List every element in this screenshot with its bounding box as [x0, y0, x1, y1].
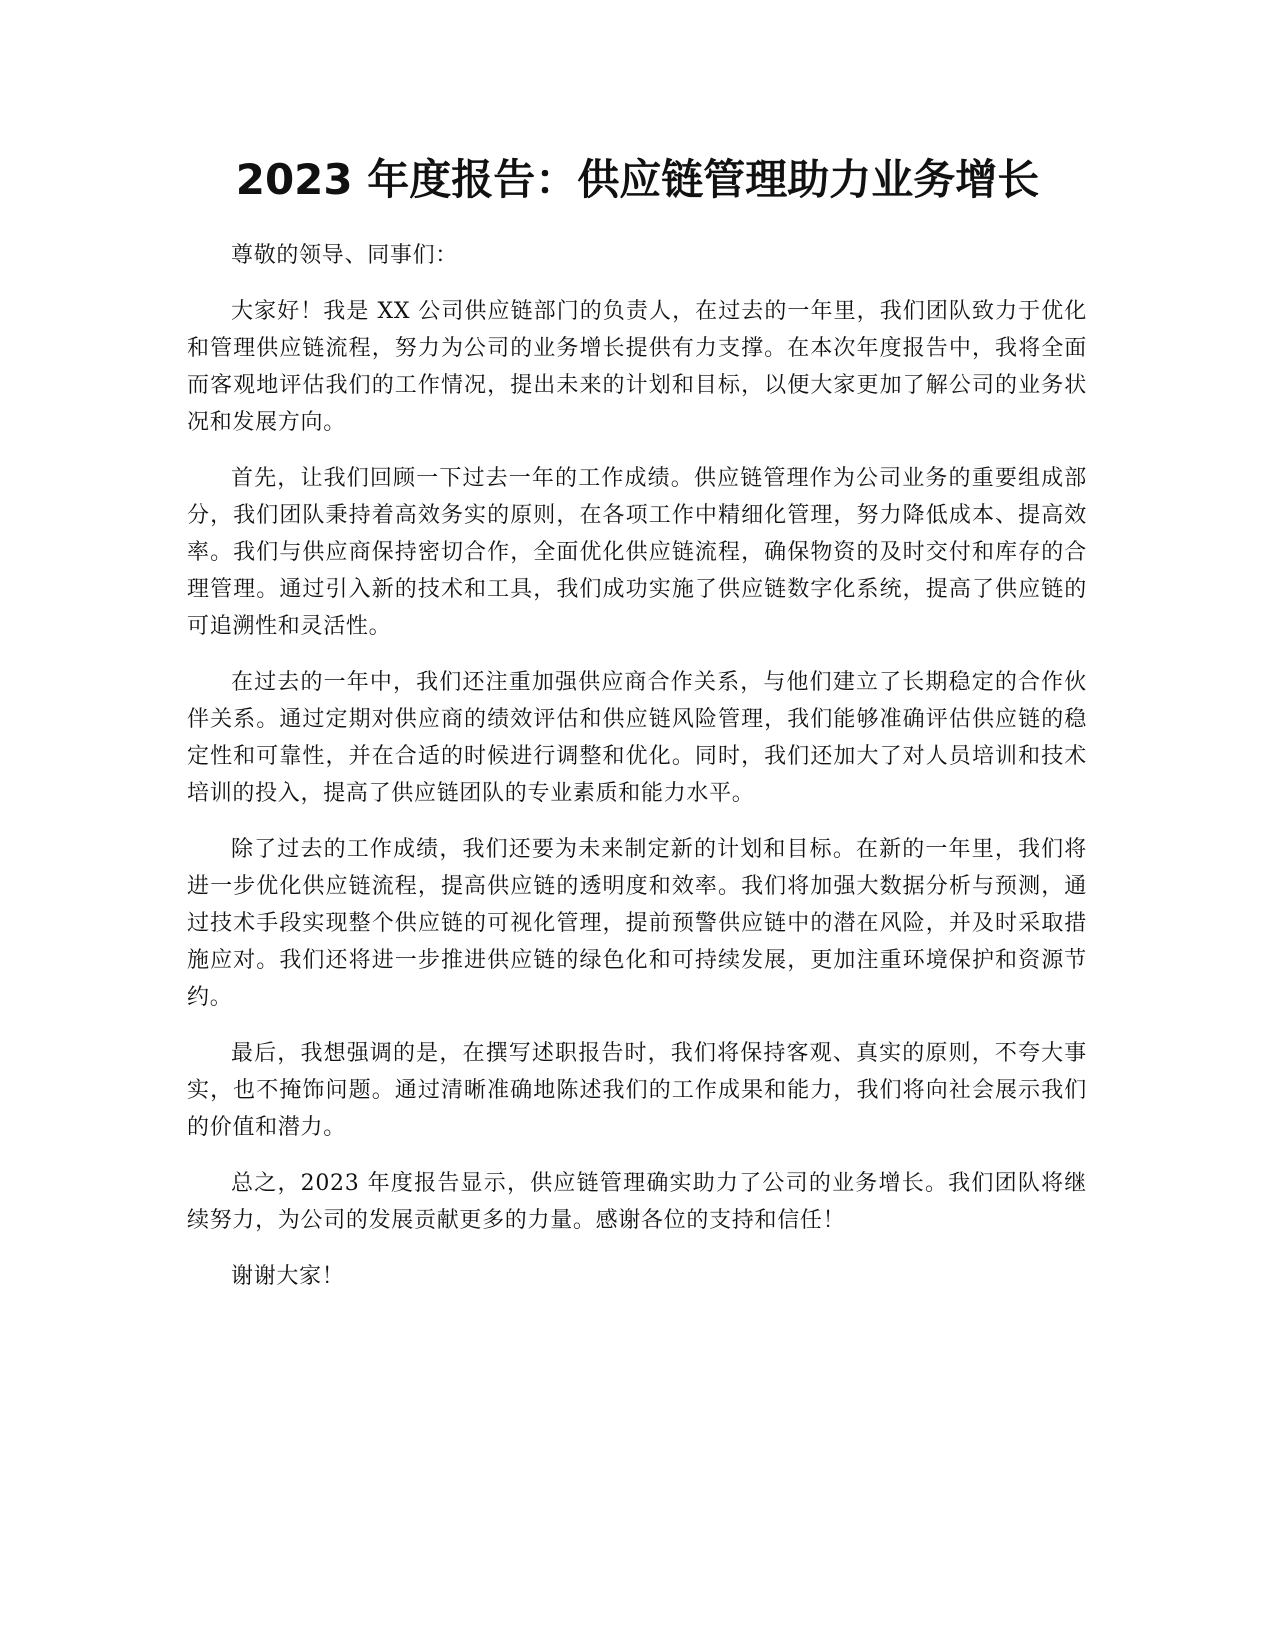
paragraph-principles: 最后，我想强调的是，在撰写述职报告时，我们将保持客观、真实的原则，不夸大事实，也不掩饰问题。通过清晰准确地陈述我们的工作成果和能力，我们将向社会展示我们的价值和潜力。 — [187, 1041, 1087, 1140]
document-title: 2023 年度报告：供应链管理助力业务增长 — [235, 155, 1040, 204]
document-body — [187, 237, 1087, 1314]
paragraph-conclusion: 总之，2023 年度报告显示，供应链管理确实助力了公司的业务增长。我们团队将继续努力，为公司的发展贡献更多的力量。感谢各位的支持和信任！ — [187, 1171, 1087, 1233]
closing-thanks: 谢谢大家！ — [231, 1264, 345, 1289]
salutation: 尊敬的领导、同事们： — [231, 243, 459, 268]
paragraph-future-plans: 除了过去的工作成绩，我们还要为未来制定新的计划和目标。在新的一年里，我们将进一步优化供应链流程，提高供应链的透明度和效率。我们将加强大数据分析与预测，通过技术手段实现整个供应链的可视化管理，提前预警供应链中的潜在风险，并及时采取措施应对。我们还将进一步推进供应链的绿色化和可持续发展，更加注重环境保护和资源节约。 — [187, 837, 1087, 1010]
paragraph-achievements: 首先，让我们回顾一下过去一年的工作成绩。供应链管理作为公司业务的重要组成部分，我们团队秉持着高效务实的原则，在各项工作中精细化管理，努力降低成本、提高效率。我们与供应商保持密切合作，全面优化供应链流程，确保物资的及时交付和库存的合理管理。通过引入新的技术和工具，我们成功实施了供应链数字化系统，提高了供应链的可追溯性和灵活性。 — [187, 466, 1087, 639]
paragraph-supplier-relations: 在过去的一年中，我们还注重加强供应商合作关系，与他们建立了长期稳定的合作伙伴关系。通过定期对供应商的绩效评估和供应链风险管理，我们能够准确评估供应链的稳定性和可靠性，并在合适的时候进行调整和优化。同时，我们还加大了对人员培训和技术培训的投入，提高了供应链团队的专业素质和能力水平。 — [187, 670, 1087, 806]
paragraph-introduction: 大家好！我是 XX 公司供应链部门的负责人，在过去的一年里，我们团队致力于优化和管理供应链流程，努力为公司的业务增长提供有力支撑。在本次年度报告中，我将全面而客观地评估我们的工作情况，提出未来的计划和目标，以便大家更加了解公司的业务状况和发展方向。 — [187, 299, 1087, 435]
